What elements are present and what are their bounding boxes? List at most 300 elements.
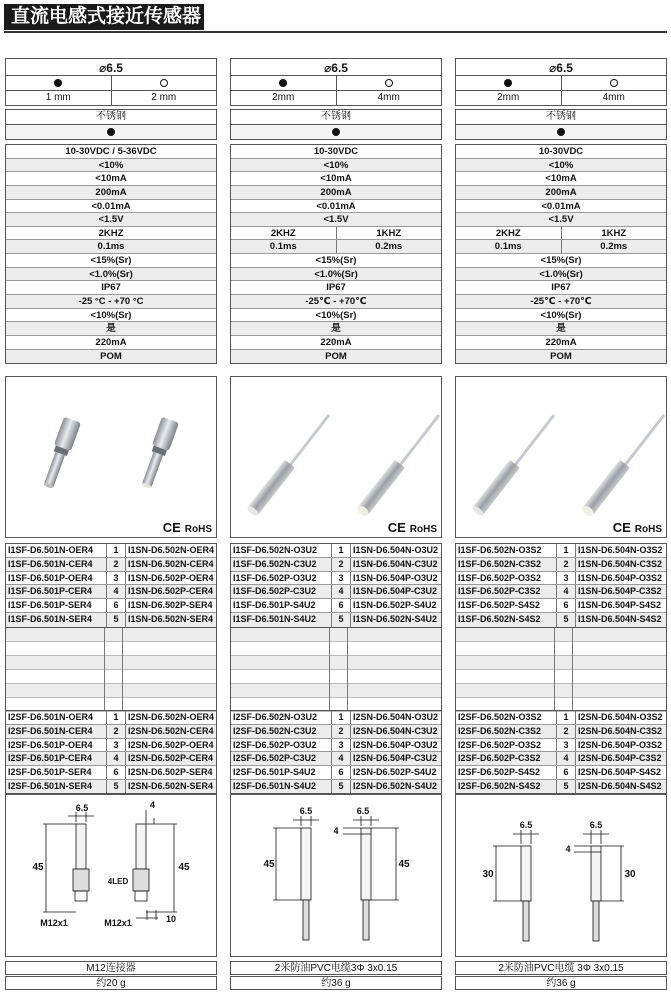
spec-value: <0.01mA	[541, 200, 581, 212]
model-row	[231, 572, 441, 586]
spec-value: 1KHZ	[561, 227, 667, 240]
model-number: I1SN-D6.504N-S4S2	[578, 613, 662, 624]
diameter-header: ⌀6.5	[455, 58, 667, 76]
diameter-header: ⌀6.5	[5, 58, 217, 76]
housing-material: 不锈钢	[455, 109, 667, 125]
spec-row	[6, 159, 216, 173]
dimension-label: 10	[166, 914, 177, 924]
dimension-label: 45	[398, 859, 410, 870]
product-photo	[5, 376, 217, 538]
spec-row	[456, 213, 666, 227]
spec-row	[456, 227, 666, 241]
spec-row	[6, 213, 216, 227]
blank-row	[456, 642, 666, 656]
dimension-drawing	[5, 793, 217, 957]
model-number: I1SN-D6.504P-O3U2	[353, 572, 438, 583]
diameter-value: 6.5	[556, 61, 573, 75]
model-number: I2SN-D6.502P-OER4	[128, 739, 214, 750]
model-number: I1SF-D6.502P-O3U2	[233, 572, 317, 583]
spec-row	[231, 186, 441, 200]
model-number: I1SN-D6.502N-CER4	[128, 558, 214, 569]
output-code: 3	[106, 572, 126, 585]
model-row	[231, 599, 441, 613]
dimension-label: 4LED	[107, 877, 129, 886]
spec-value: <1.0%(Sr)	[89, 268, 133, 280]
output-code: 2	[106, 558, 126, 571]
dimension-label: 4	[333, 826, 339, 836]
model-number: I2SN-D6.504N-S4S2	[578, 780, 662, 791]
spec-value: <1.0%(Sr)	[314, 268, 358, 280]
spec-row	[231, 350, 441, 364]
spec-value: <10%	[548, 159, 574, 171]
output-code: 4	[106, 752, 126, 765]
dimension-label: 45	[32, 862, 44, 873]
model-row	[6, 711, 216, 725]
product-photo	[230, 376, 442, 538]
output-code: 3	[331, 739, 351, 752]
model-number: I2SN-D6.502N-CER4	[128, 725, 214, 736]
spec-value: 220mA	[95, 336, 127, 348]
model-row	[6, 544, 216, 558]
diameter-value: 6.5	[106, 61, 123, 75]
spec-row	[6, 309, 216, 323]
certification-marks	[613, 520, 662, 535]
mount-symbol-cell	[456, 76, 561, 90]
spec-row	[6, 322, 216, 336]
model-row	[6, 752, 216, 766]
sensing-distance: 1 mm	[45, 92, 71, 103]
model-number: I2SN-D6.502P-CER4	[128, 753, 214, 764]
model-number: I2SF-D6.502P-O3S2	[458, 739, 542, 750]
model-row	[6, 613, 216, 627]
model-row	[6, 739, 216, 753]
output-code: 1	[556, 544, 576, 557]
spec-table	[455, 144, 667, 364]
divider	[329, 628, 330, 710]
blank-row	[6, 670, 216, 684]
output-code: 5	[556, 780, 576, 794]
page-title: 直流电感式接近传感器	[4, 4, 204, 30]
model-number: I1SF-D6.501N-OER4	[8, 545, 94, 555]
sensing-distance-row	[455, 91, 667, 106]
spec-row	[456, 268, 666, 282]
filled-dot-icon	[107, 128, 115, 136]
model-number: I2SF-D6.501P-OER4	[8, 739, 93, 750]
sensor-photo	[6, 377, 216, 517]
model-row	[231, 780, 441, 794]
blank-row	[231, 670, 441, 684]
spec-value: <1.0%(Sr)	[539, 268, 583, 280]
output-code: 3	[106, 739, 126, 752]
output-code: 3	[556, 572, 576, 585]
ce-mark: CE	[387, 520, 406, 535]
ce-mark: CE	[162, 520, 181, 535]
model-number: I1SF-D6.502N-C3S2	[458, 558, 542, 569]
spec-row	[231, 309, 441, 323]
blank-rows	[455, 627, 667, 711]
spec-value: 0.1ms	[269, 241, 297, 253]
connection-type: 2米防油PVC电缆 3Φ 3x0.15	[455, 961, 667, 975]
model-row	[231, 766, 441, 780]
output-code: 2	[556, 558, 576, 571]
model-row	[231, 711, 441, 725]
model-row	[456, 766, 666, 780]
output-code: 2	[331, 558, 351, 571]
spec-row	[6, 336, 216, 350]
certification-marks	[388, 520, 437, 535]
model-number: I1SF-D6.501P-OER4	[8, 572, 93, 583]
output-code: 6	[106, 599, 126, 612]
model-number: I2SN-D6.504P-C3S2	[578, 753, 662, 764]
spec-value: 0.1ms	[97, 241, 125, 253]
spec-row	[6, 172, 216, 186]
spec-column	[455, 58, 667, 364]
dimension-label: 6.5	[519, 820, 533, 830]
output-code: 4	[556, 752, 576, 765]
model-row	[231, 752, 441, 766]
spec-value: <10%(Sr)	[90, 309, 132, 321]
output-code: 2	[106, 725, 126, 738]
spec-row	[6, 268, 216, 282]
model-number: I2SF-D6.501N-SER4	[8, 780, 93, 791]
rohs-mark: RoHS	[184, 524, 212, 535]
dimension-drawing-svg	[6, 794, 216, 956]
spec-value: <1.5V	[98, 214, 124, 226]
dimension-label: 45	[263, 859, 275, 870]
model-number: I2SN-D6.504P-O3U2	[353, 739, 438, 750]
spec-value: <1.5V	[548, 214, 574, 226]
output-code: 6	[556, 599, 576, 612]
model-row	[231, 544, 441, 558]
model-number: I2SN-D6.504P-S4S2	[578, 767, 662, 778]
blank-row	[231, 628, 441, 642]
model-number: I1SN-D6.504N-C3S2	[578, 558, 663, 569]
material-symbol	[455, 125, 667, 140]
model-number: I2SF-D6.502N-S4S2	[458, 780, 541, 791]
model-number: I1SN-D6.502N-S4U2	[353, 613, 438, 624]
output-code: 2	[556, 725, 576, 738]
output-code: 4	[106, 585, 126, 598]
housing-material: 不锈钢	[5, 109, 217, 125]
model-number: I2SN-D6.502N-OER4	[128, 712, 215, 722]
spec-column	[230, 58, 442, 364]
model-number: I1SN-D6.502N-SER4	[128, 613, 214, 624]
spec-row	[231, 145, 441, 159]
spec-value: 10-30VDC	[313, 146, 359, 157]
model-number: I1SF-D6.501P-S4U2	[233, 600, 316, 611]
weight: 约20 g	[5, 976, 217, 990]
spec-value: <0.01mA	[91, 200, 131, 212]
model-row	[456, 711, 666, 725]
dimension-drawing-svg	[231, 794, 441, 956]
spec-row	[231, 200, 441, 214]
model-number: I1SF-D6.501N-SER4	[8, 613, 93, 624]
model-row	[231, 585, 441, 599]
dimension-label: 4	[565, 844, 571, 854]
spec-row	[231, 172, 441, 186]
model-number: I1SF-D6.501N-CER4	[8, 558, 93, 569]
model-number: I2SF-D6.502P-C3U2	[233, 753, 317, 764]
spec-value: <10%	[323, 159, 349, 171]
spec-row	[231, 295, 441, 309]
model-row	[456, 599, 666, 613]
model-table-bottom	[230, 710, 442, 795]
output-code: 4	[556, 585, 576, 598]
title-rule	[4, 31, 667, 33]
model-number: I1SF-D6.502N-C3U2	[233, 558, 317, 569]
spec-row	[456, 186, 666, 200]
model-number: I1SF-D6.501N-S4U2	[233, 613, 317, 624]
model-number: I1SF-D6.502P-C3U2	[233, 586, 317, 597]
blank-row	[456, 684, 666, 698]
spec-value: IP67	[101, 282, 121, 294]
model-row	[6, 558, 216, 572]
spec-row	[6, 295, 216, 309]
model-row	[456, 572, 666, 586]
model-number: I1SN-D6.502P-SER4	[128, 600, 213, 611]
spec-row	[231, 159, 441, 173]
output-code: 4	[331, 752, 351, 765]
sensing-distance: 2 mm	[111, 91, 217, 105]
model-number: I2SF-D6.502N-C3S2	[458, 725, 542, 736]
sensor-photo	[231, 377, 441, 517]
blank-row	[231, 656, 441, 670]
sensing-distance: 4mm	[561, 91, 667, 105]
model-number: I2SF-D6.502N-C3U2	[233, 725, 317, 736]
spec-row	[456, 309, 666, 323]
dimension-drawing	[455, 793, 667, 957]
model-number: I1SF-D6.502N-O3U2	[233, 545, 318, 555]
spec-value: <1.5V	[323, 214, 349, 226]
sensing-distance: 2mm	[272, 92, 295, 103]
model-number: I2SF-D6.501P-CER4	[8, 753, 93, 764]
spec-value: 是	[106, 323, 116, 335]
divider	[554, 628, 555, 710]
dimension-label: M12x1	[104, 918, 132, 928]
spec-value: 220mA	[320, 336, 352, 348]
model-number: I2SF-D6.501N-OER4	[8, 712, 94, 722]
model-number: I2SN-D6.502P-S4U2	[353, 767, 437, 778]
spec-value: <10mA	[95, 173, 127, 185]
spec-value: <15%(Sr)	[540, 255, 582, 267]
model-number: I1SN-D6.504N-C3U2	[353, 558, 438, 569]
output-code: 2	[331, 725, 351, 738]
spec-row	[231, 268, 441, 282]
model-number: I2SF-D6.502P-C3S2	[458, 753, 541, 764]
model-number: I2SN-D6.504P-O3S2	[578, 739, 663, 750]
spec-value: <10%(Sr)	[315, 309, 357, 321]
model-row	[456, 585, 666, 599]
output-code: 5	[556, 613, 576, 627]
spec-row	[456, 145, 666, 159]
weight: 约36 g	[230, 976, 442, 990]
model-number: I2SN-D6.504P-C3U2	[353, 753, 438, 764]
connection-type: M12连接器	[5, 961, 217, 975]
spec-row	[456, 159, 666, 173]
mount-symbol-cell	[231, 76, 336, 90]
spec-value: <10%(Sr)	[540, 309, 582, 321]
model-number: I1SN-D6.504N-O3S2	[578, 545, 663, 555]
nonflush-mount-icon	[610, 79, 618, 87]
model-number: I2SF-D6.501P-SER4	[8, 767, 92, 778]
spec-table	[230, 144, 442, 364]
model-number: I2SN-D6.504N-C3U2	[353, 725, 438, 736]
spec-value: 2KHZ	[270, 227, 296, 239]
model-number: I2SN-D6.502P-SER4	[128, 767, 213, 778]
dimension-label: 45	[178, 862, 190, 873]
spec-value: <15%(Sr)	[90, 255, 132, 267]
spec-row	[6, 200, 216, 214]
model-number: I1SF-D6.502P-C3S2	[458, 586, 541, 597]
blank-row	[456, 670, 666, 684]
spec-row	[231, 213, 441, 227]
spec-value: 2KHZ	[495, 227, 521, 239]
spec-value: -25℃ - +70℃	[305, 296, 367, 308]
mount-symbol-row	[455, 76, 667, 91]
spec-row	[6, 281, 216, 295]
model-row	[456, 544, 666, 558]
model-table-top	[230, 543, 442, 628]
blank-row	[456, 628, 666, 642]
blank-row	[6, 628, 216, 642]
spec-row	[456, 295, 666, 309]
model-number: I2SF-D6.501N-S4U2	[233, 780, 317, 791]
spec-column	[5, 58, 217, 364]
model-number: I1SN-D6.502P-CER4	[128, 586, 214, 597]
output-code: 5	[331, 780, 351, 794]
spec-row	[231, 281, 441, 295]
spec-row	[6, 240, 216, 254]
divider	[122, 628, 123, 710]
spec-row	[456, 350, 666, 364]
nonflush-mount-icon	[385, 79, 393, 87]
output-code: 5	[106, 780, 126, 794]
model-number: I2SF-D6.501P-S4U2	[233, 767, 316, 778]
mount-symbol-cell	[6, 76, 111, 90]
output-code: 6	[331, 599, 351, 612]
diameter-header: ⌀6.5	[230, 58, 442, 76]
spec-row	[456, 200, 666, 214]
model-row	[6, 780, 216, 794]
model-row	[456, 780, 666, 794]
model-number: I1SF-D6.501P-CER4	[8, 586, 93, 597]
model-table-bottom	[5, 710, 217, 795]
spec-value: POM	[550, 350, 572, 362]
divider	[347, 628, 348, 710]
mount-symbol-cell	[561, 76, 667, 90]
spec-row	[6, 227, 216, 241]
model-table-top	[5, 543, 217, 628]
spec-value: 200mA	[320, 186, 352, 198]
dimension-drawing	[230, 793, 442, 957]
spec-row	[231, 227, 441, 241]
model-number: I2SN-D6.504N-C3S2	[578, 725, 663, 736]
spec-value: -25℃ - +70℃	[530, 296, 592, 308]
model-row	[6, 725, 216, 739]
model-row	[456, 613, 666, 627]
output-code: 1	[106, 711, 126, 724]
model-row	[6, 766, 216, 780]
model-number: I2SF-D6.502P-O3U2	[233, 739, 317, 750]
filled-dot-icon	[332, 128, 340, 136]
model-row	[6, 585, 216, 599]
model-number: I1SF-D6.502P-O3S2	[458, 572, 542, 583]
certification-marks	[163, 520, 212, 535]
model-number: I1SN-D6.504P-C3U2	[353, 586, 438, 597]
spec-row	[456, 240, 666, 254]
spec-row	[231, 254, 441, 268]
model-number: I2SF-D6.502N-O3S2	[458, 712, 542, 722]
model-row	[231, 725, 441, 739]
sensing-distance-row	[230, 91, 442, 106]
output-code: 1	[331, 711, 351, 724]
dimension-label: M12x1	[40, 918, 68, 928]
model-number: I1SN-D6.502P-S4U2	[353, 600, 437, 611]
mount-symbol-cell	[336, 76, 442, 90]
model-row	[231, 739, 441, 753]
model-number: I1SF-D6.502P-S4S2	[458, 600, 541, 611]
spec-row	[6, 186, 216, 200]
blank-row	[231, 684, 441, 698]
model-number: I1SF-D6.501P-SER4	[8, 600, 92, 611]
diameter-value: 6.5	[331, 61, 348, 75]
flush-mount-icon	[54, 79, 62, 87]
model-number: I2SN-D6.504N-O3S2	[578, 712, 663, 722]
spec-row	[6, 350, 216, 364]
spec-value: POM	[325, 350, 347, 362]
spec-value: 10-30VDC	[538, 146, 584, 157]
blank-row	[6, 684, 216, 698]
spec-row	[456, 336, 666, 350]
model-row	[456, 739, 666, 753]
divider	[572, 628, 573, 710]
blank-rows	[230, 627, 442, 711]
output-code: 6	[331, 766, 351, 779]
connection-type: 2米防油PVC电缆3Φ 3x0.15	[230, 961, 442, 975]
model-number: I1SN-D6.504P-C3S2	[578, 586, 662, 597]
spec-value: POM	[100, 350, 122, 362]
spec-row	[6, 145, 216, 159]
material-symbol	[230, 125, 442, 140]
dimension-drawing-svg	[456, 794, 666, 956]
spec-value: 1KHZ	[336, 227, 442, 240]
spec-value: IP67	[551, 282, 571, 294]
blank-row	[6, 656, 216, 670]
dimension-label: 6.5	[356, 806, 370, 816]
dimension-label: 6.5	[75, 803, 89, 813]
model-row	[456, 725, 666, 739]
model-row	[231, 613, 441, 627]
spec-value: 200mA	[95, 186, 127, 198]
output-code: 5	[106, 613, 126, 627]
spec-value: 10-30VDC / 5-36VDC	[65, 146, 157, 157]
flush-mount-icon	[504, 79, 512, 87]
model-row	[231, 558, 441, 572]
model-number: I1SN-D6.504P-O3S2	[578, 572, 663, 583]
model-number: I2SF-D6.502P-S4S2	[458, 767, 541, 778]
spec-value: <10mA	[545, 173, 577, 185]
spec-row	[456, 254, 666, 268]
model-number: I1SF-D6.502N-O3S2	[458, 545, 542, 555]
model-number: I1SN-D6.504N-O3U2	[353, 545, 439, 555]
material-symbol	[5, 125, 217, 140]
model-number: I2SF-D6.502N-O3U2	[233, 712, 318, 722]
model-table-top	[455, 543, 667, 628]
spec-value: 2KHZ	[98, 227, 124, 239]
mount-symbol-cell	[111, 76, 217, 90]
model-number: I1SF-D6.502N-S4S2	[458, 613, 541, 624]
model-number: I1SN-D6.502P-OER4	[128, 572, 214, 583]
